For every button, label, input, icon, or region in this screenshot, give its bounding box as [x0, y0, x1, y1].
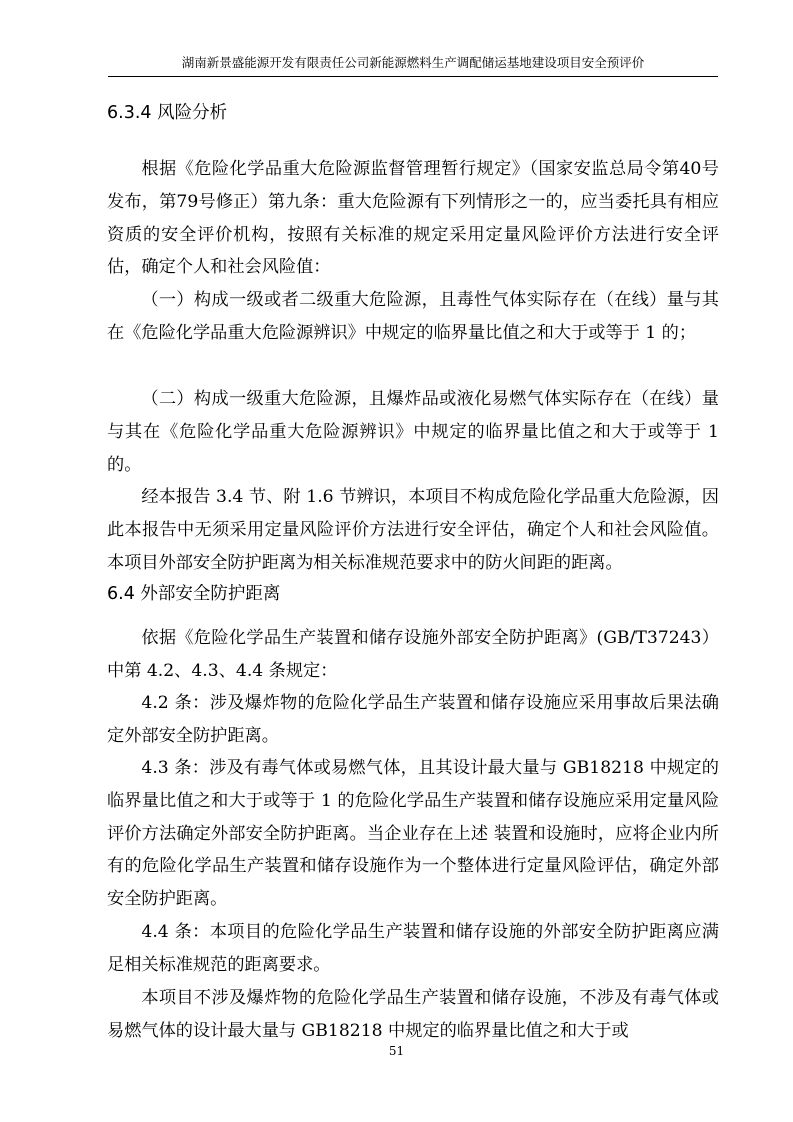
paragraph-identification-conclusion: 经本报告 3.4 节、附 1.6 节辨识，本项目不构成危险化学品重大危险源，因此本报告中无须采用定量风险评价方法进行安全评估，确定个人和社会风险值。本项目外部安全防护距离为相关标准规范要求中的防火间距的距离。	[107, 487, 719, 573]
paragraph-condition-two: （二）构成一级重大危险源，且爆炸品或液化易燃气体实际存在（在线）量与其在《危险化学品重大危险源辨识》中规定的临界量比值之和大于或等于 1 的。	[107, 389, 719, 475]
paragraph-condition-one: （一）构成一级或者二级重大危险源，且毒性气体实际存在（在线）量与其在《危险化学品重大危险源辨识》中规定的临界量比值之和大于或等于 1 的；	[107, 290, 719, 343]
paragraph-regulation-basis: 根据《危险化学品重大危险源监督管理暂行规定》（国家安监总局令第40号发布，第79号修正）第九条：重大危险源有下列情形之一的，应当委托具有相应资质的安全评价机构，按照有关标准的规定采用定量风险评价方法进行安全评估，确定个人和社会风险值：	[107, 159, 719, 278]
section-heading-external-distance: 6.4 外部安全防护距离	[107, 584, 281, 604]
paragraph-clause-4-2: 4.2 条：涉及爆炸物的危险化学品生产装置和储存设施应采用事故后果法确定外部安全防护距离。	[107, 693, 719, 746]
paragraph-standard-basis: 依据《危险化学品生产装置和储存设施外部安全防护距离》(GB/T37243）中第 4.2、4.3、4.4 条规定：	[107, 628, 719, 681]
page-number: 51	[388, 1044, 405, 1058]
paragraph-project-applicability: 本项目不涉及爆炸物的危险化学品生产装置和储存设施，不涉及有毒气体或易燃气体的设计最大量与 GB18218 中规定的临界量比值之和大于或	[107, 988, 719, 1041]
paragraph-clause-4-4: 4.4 条：本项目的危险化学品生产装置和储存设施的外部安全防护距离应满足相关标准规范的距离要求。	[107, 922, 719, 975]
paragraph-clause-4-3: 4.3 条：涉及有毒气体或易燃气体，且其设计最大量与 GB18218 中规定的临界量比值之和大于或等于 1 的危险化学品生产装置和储存设施应采用定量风险评价方法确定外部安全防护距离。当企业存在上述 装置和设施时，应将企业内所有的危险化学品生产装置和储存设施作为一个整体进行定量风险评估，确定外部安全防护距离。	[107, 758, 719, 910]
section-heading-risk-analysis: 6.3.4 风险分析	[107, 103, 228, 123]
page-header: 湖南新景盛能源开发有限责任公司新能源燃料生产调配储运基地建设项目安全预评价	[181, 55, 645, 70]
header-divider	[108, 76, 718, 77]
